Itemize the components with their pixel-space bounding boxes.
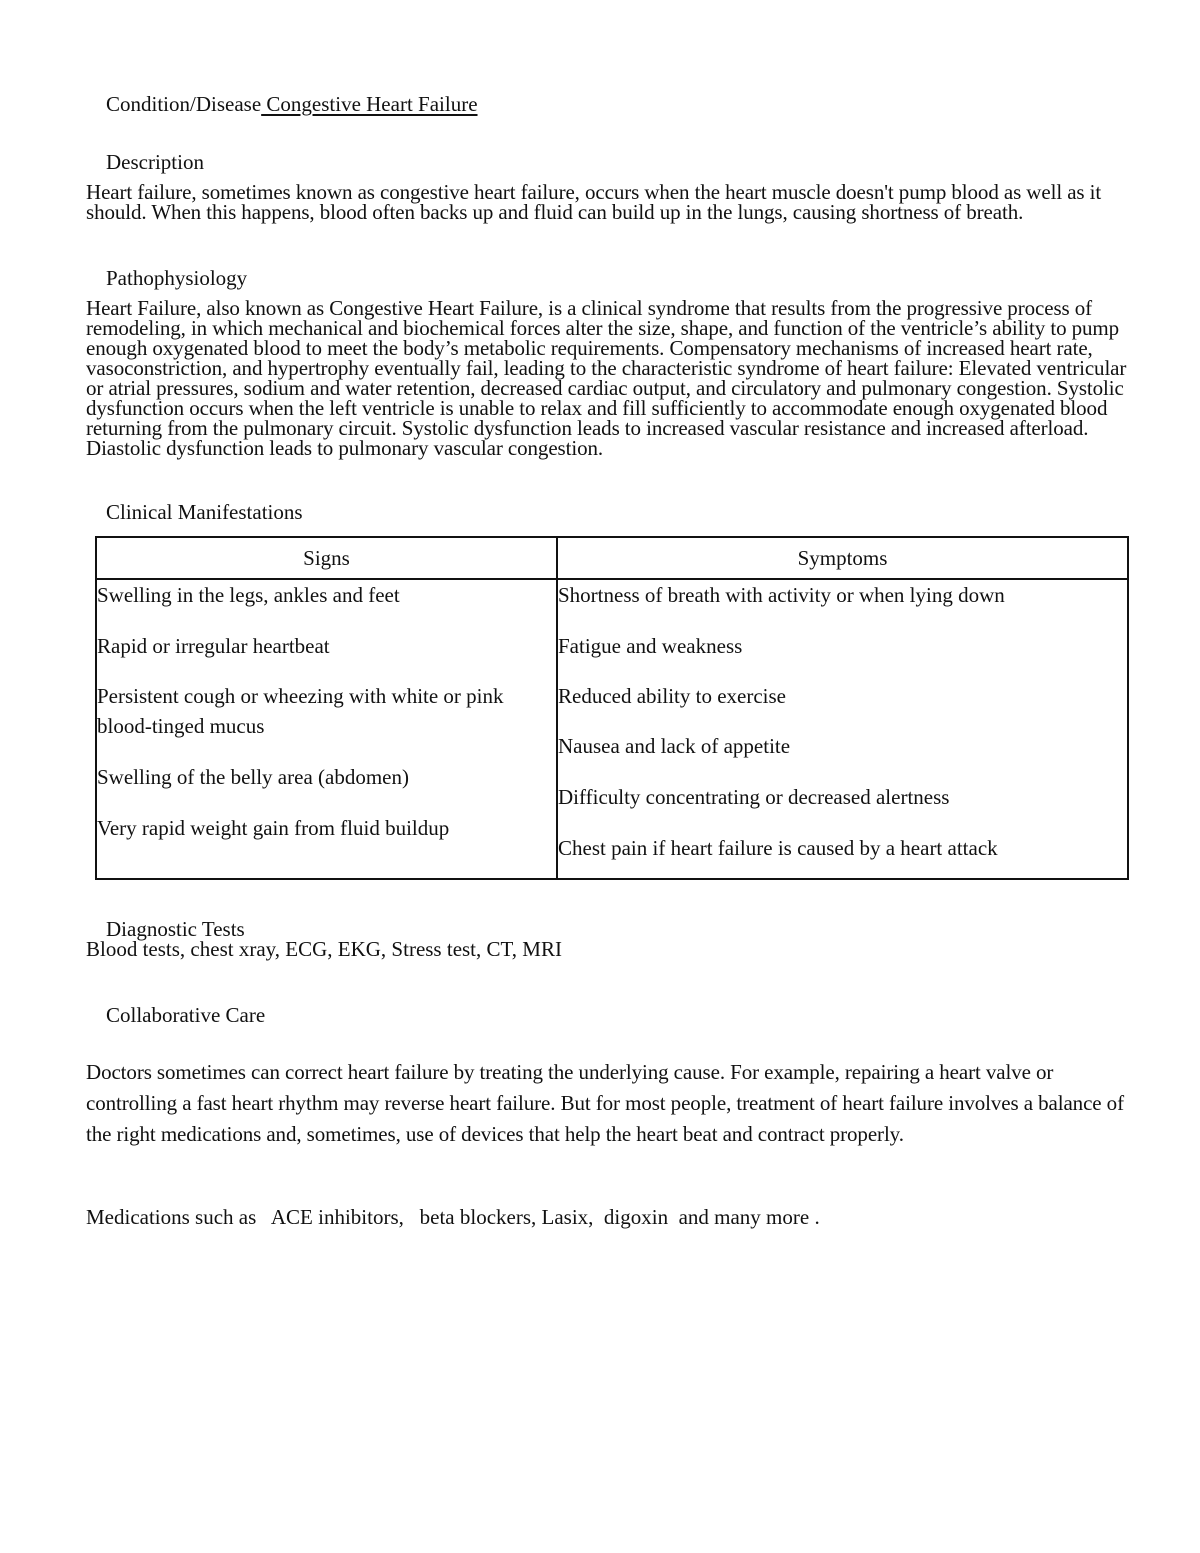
symptom-item: Reduced ability to exercise <box>558 684 786 708</box>
sign-item: Rapid or irregular heartbeat <box>97 634 330 658</box>
symptom-item: Difficulty concentrating or decreased alertness <box>558 785 950 809</box>
sign-item: Swelling in the legs, ankles and feet <box>97 583 400 607</box>
condition-line <box>106 92 478 116</box>
symptom-item: Chest pain if heart failure is caused by a heart attack <box>558 836 998 860</box>
sign-item-continued: blood-tinged mucus <box>97 714 265 738</box>
pathophysiology-heading: Pathophysiology <box>106 266 248 290</box>
clinical-manifestations-heading: Clinical Manifestations <box>106 500 303 524</box>
diagnostic-tests-heading: Diagnostic Tests <box>106 917 245 941</box>
symptoms-cell <box>557 579 1128 879</box>
symptom-item: Shortness of breath with activity or when lying down <box>558 583 1005 607</box>
diagnostic-tests-text: Blood tests, chest xray, ECG, EKG, Stress test, CT, MRI <box>86 937 562 961</box>
collaborative-care-text: Doctors sometimes can correct heart failure by treating the underlying cause. For example, repairing a heart valve or controlling a fast heart rhythm may reverse heart failure. But for most people, treatment of heart failure involves a balance of the right medications and, sometimes, use of devices that help the heart beat and contract properly. <box>86 1060 1124 1146</box>
sign-item: Swelling of the belly area (abdomen) <box>97 765 409 789</box>
signs-column-header: Signs <box>96 537 557 579</box>
collaborative-care-heading: Collaborative Care <box>106 1003 266 1027</box>
table-header-row <box>96 537 1128 579</box>
signs-cell <box>96 579 557 879</box>
symptom-item: Nausea and lack of appetite <box>558 734 791 758</box>
symptom-item: Fatigue and weakness <box>558 634 743 658</box>
condition-value: Congestive Heart Failure <box>261 92 478 116</box>
medications-text: Medications such as ACE inhibitors, beta blockers, Lasix, digoxin and many more . <box>86 1205 820 1229</box>
pathophysiology-text: Heart Failure, also known as Congestive Heart Failure, is a clinical syndrome that results from the progressive process of remodeling, in which mechanical and biochemical forces alter the size, shape, and function of the ventricle’s ability to pump enough oxygenated blood to meet the body’s metabolic requirements. Compensatory mechanisms of increased heart rate, vasoconstriction, and hypertrophy eventually fail, leading to the characteristic syndrome of heart failure: Elevated ventricular or atrial pressures, sodium and water retention, decreased cardiac output, and circulatory and pulmonary congestion. Systolic dysfunction occurs when the left ventricle is unable to relax and fill sufficiently to accommodate enough oxygenated blood returning from the pulmonary circuit. Systolic dysfunction leads to increased vascular resistance and increased afterload. Diastolic dysfunction leads to pulmonary vascular congestion. <box>86 296 1127 460</box>
sign-item: Very rapid weight gain from fluid buildup <box>97 816 450 840</box>
table-row <box>96 579 1128 879</box>
description-heading: Description <box>106 150 204 174</box>
symptoms-column-header: Symptoms <box>557 537 1128 579</box>
sign-item: Persistent cough or wheezing with white or pink <box>97 684 504 708</box>
description-text: Heart failure, sometimes known as congestive heart failure, occurs when the heart muscle doesn't pump blood as well as it should. When this happens, blood often backs up and fluid can build up in the lungs, causing shortness of breath. <box>86 180 1102 224</box>
condition-label: Condition/Disease <box>106 92 262 116</box>
clinical-manifestations-table <box>95 536 1129 880</box>
